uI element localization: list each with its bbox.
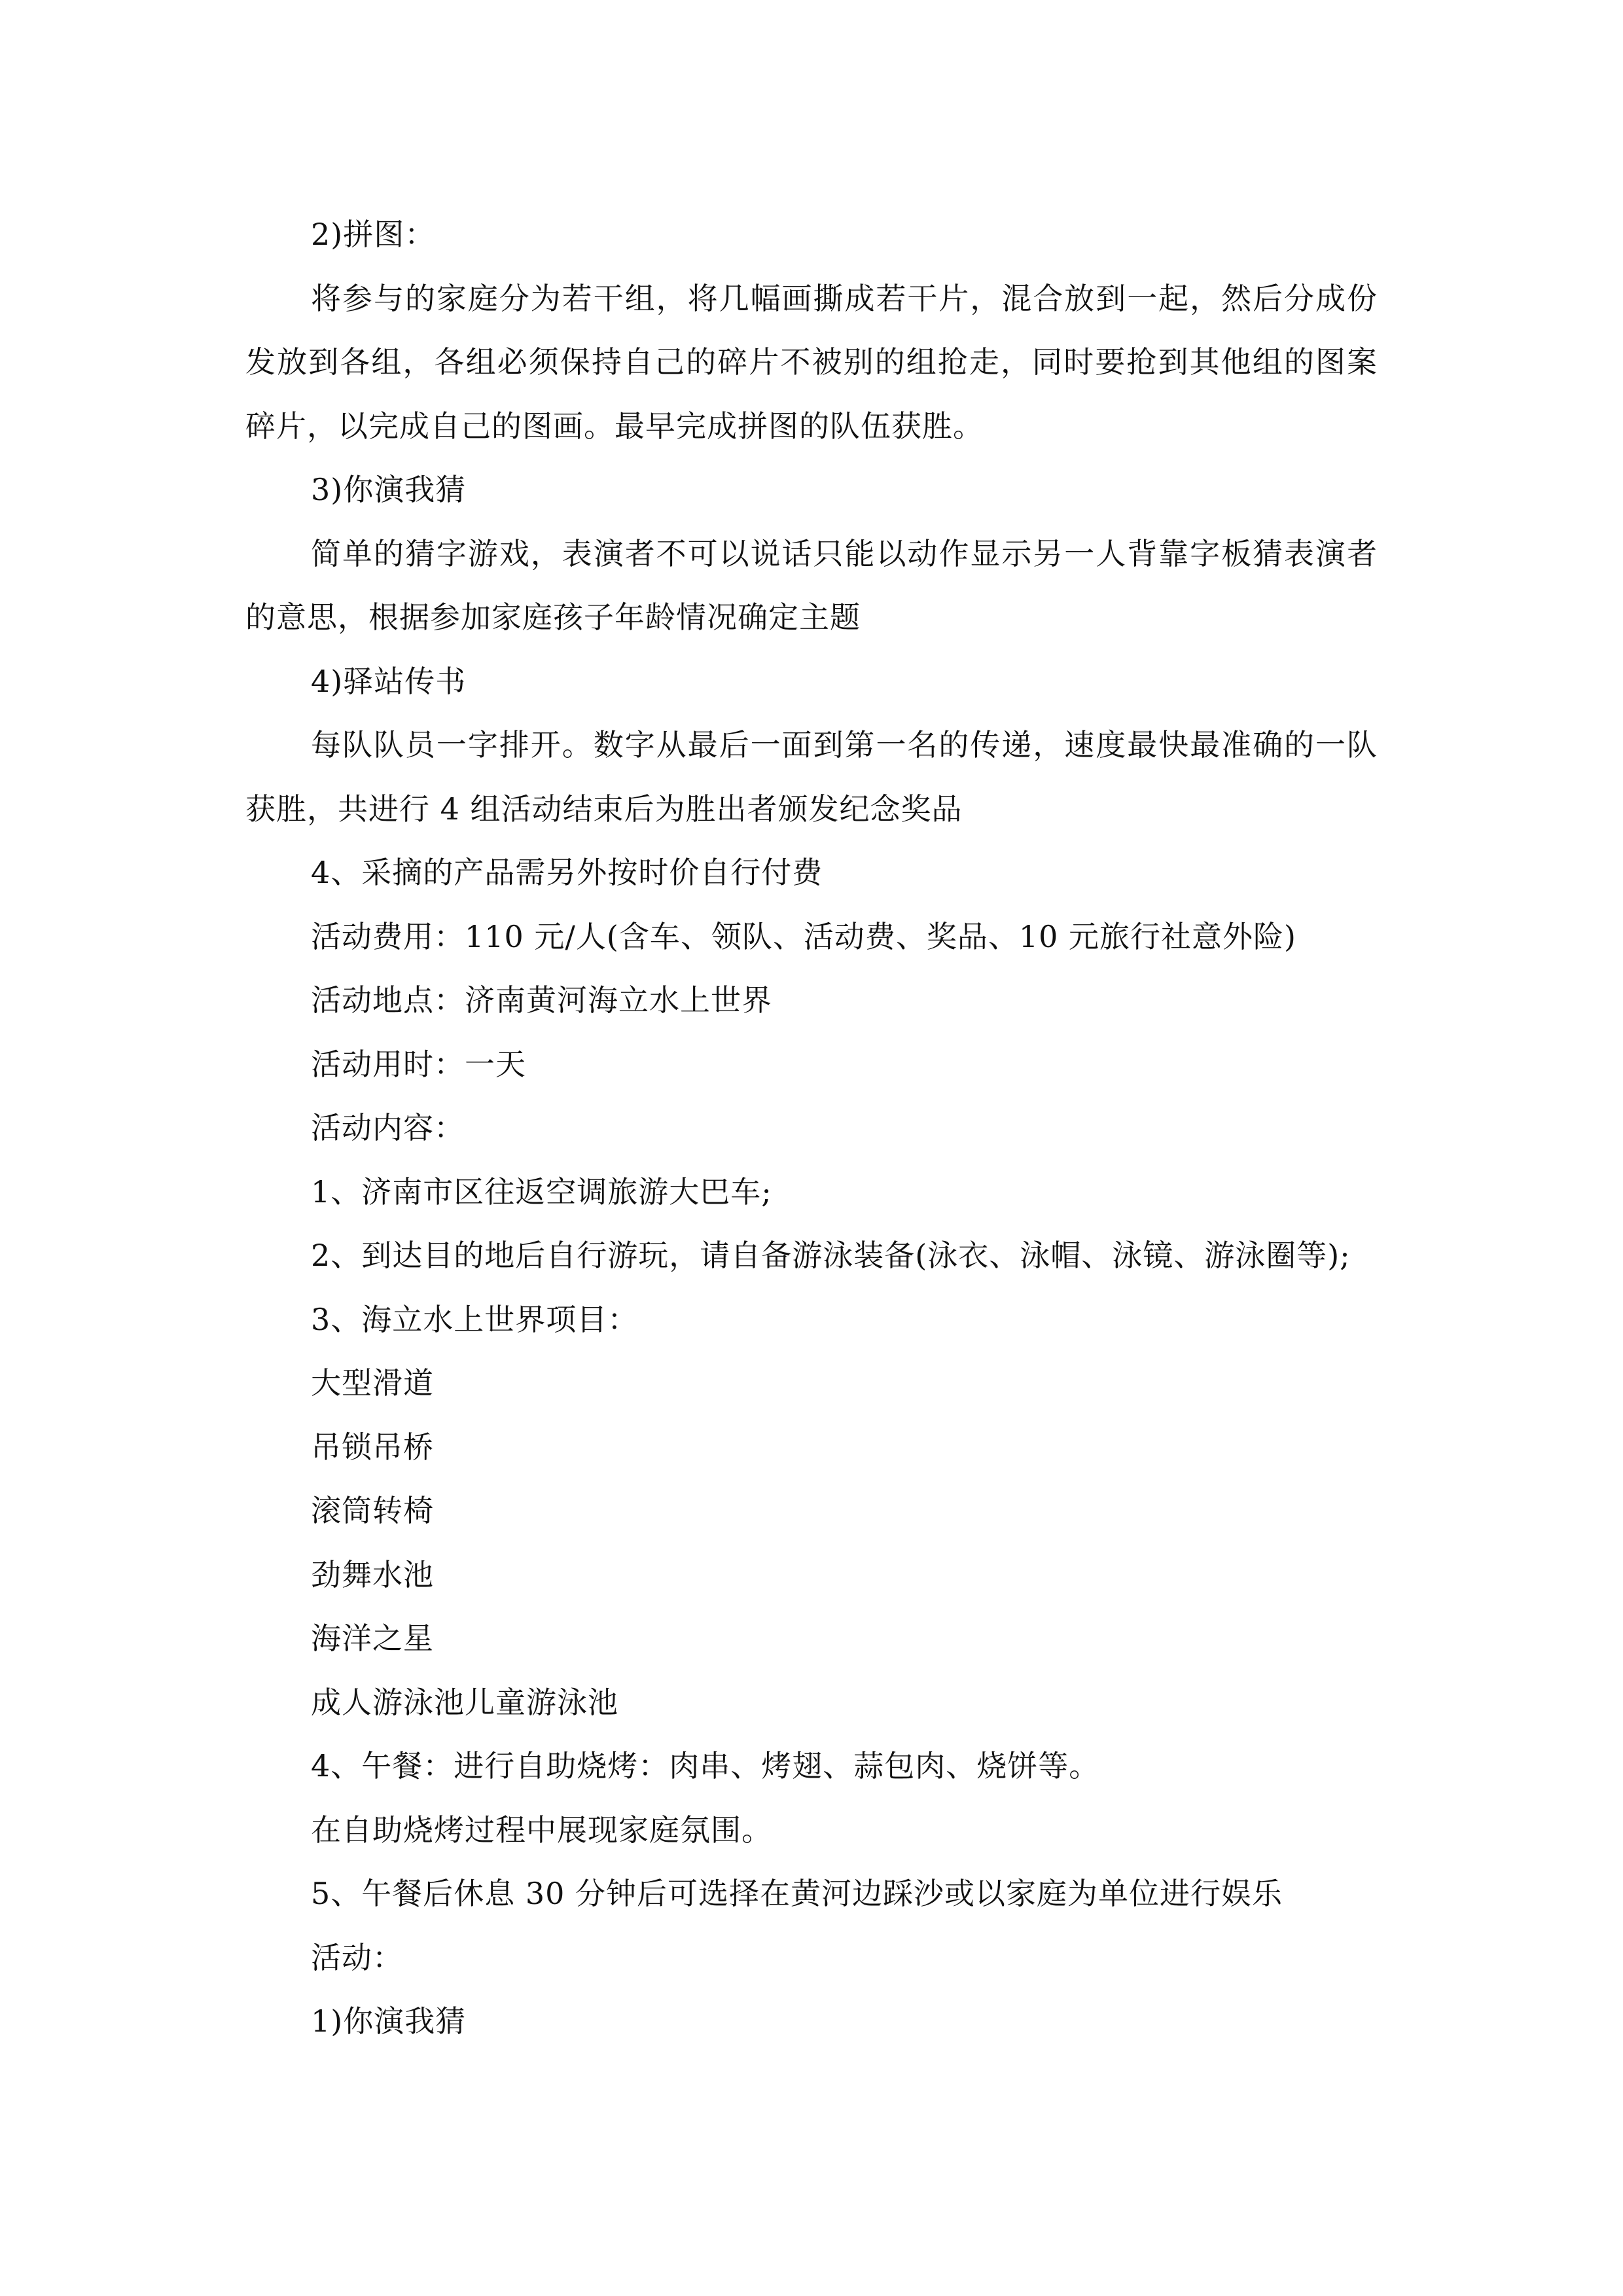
park-item: 海洋之星 bbox=[311, 1621, 434, 1656]
heading-puzzle: 2)拼图： bbox=[311, 217, 436, 252]
activity-location: 活动地点：济南黄河海立水上世界 bbox=[311, 982, 772, 1018]
park-item: 劲舞水池 bbox=[311, 1556, 434, 1592]
list-item-free-play: 2、到达目的地后自行游玩，请自备游泳装备(泳衣、泳帽、泳镜、游泳圈等); bbox=[311, 1238, 1351, 1273]
paragraph-bbq-atmosphere: 在自助烧烤过程中展现家庭氛围。 bbox=[311, 1812, 772, 1848]
park-item: 大型滑道 bbox=[311, 1365, 434, 1401]
activity-content-heading: 活动内容： bbox=[311, 1110, 465, 1145]
document-body bbox=[245, 203, 1378, 2054]
paragraph-activity-label: 活动： bbox=[311, 1939, 403, 1975]
list-item-water-park: 3、海立水上世界项目： bbox=[311, 1301, 639, 1337]
list-item-picking-fee: 4、采摘的产品需另外按时价自行付费 bbox=[311, 855, 823, 890]
list-item-lunch: 4、午餐：进行自助烧烤：肉串、烤翅、蒜包肉、烧饼等。 bbox=[311, 1748, 1100, 1784]
heading-relay: 4)驿站传书 bbox=[311, 663, 467, 699]
activity-fee: 活动费用：110 元/人(含车、领队、活动费、奖品、10 元旅行社意外险) bbox=[311, 918, 1296, 954]
paragraph-charades-rules: 简单的猜字游戏，表演者不可以说话只能以动作显示另一人背靠字板猜表演者的意思，根据参加家庭孩子年龄情况确定主题 bbox=[245, 535, 1378, 635]
activity-duration: 活动用时：一天 bbox=[311, 1046, 526, 1082]
list-item-bus: 1、济南市区往返空调旅游大巴车; bbox=[311, 1174, 772, 1210]
park-item: 成人游泳池儿童游泳池 bbox=[311, 1684, 618, 1720]
park-item: 滚筒转椅 bbox=[311, 1493, 434, 1528]
park-item: 吊锁吊桥 bbox=[311, 1429, 434, 1465]
list-item-after-lunch: 5、午餐后休息 30 分钟后可选择在黄河边踩沙或以家庭为单位进行娱乐 bbox=[311, 1876, 1283, 1911]
paragraph-puzzle-rules: 将参与的家庭分为若干组，将几幅画撕成若干片，混合放到一起，然后分成份发放到各组，各组必须保持自己的碎片不被别的组抢走，同时要抢到其他组的图案碎片，以完成自己的图画。最早完成拼图的队伍获胜。 bbox=[245, 280, 1378, 444]
paragraph-relay-rules: 每队队员一字排开。数字从最后一面到第一名的传递，速度最快最准确的一队获胜，共进行 4 组活动结束后为胜出者颁发纪念奖品 bbox=[245, 727, 1378, 827]
heading-charades-2: 1)你演我猜 bbox=[311, 2003, 467, 2039]
heading-charades: 3)你演我猜 bbox=[311, 472, 467, 507]
